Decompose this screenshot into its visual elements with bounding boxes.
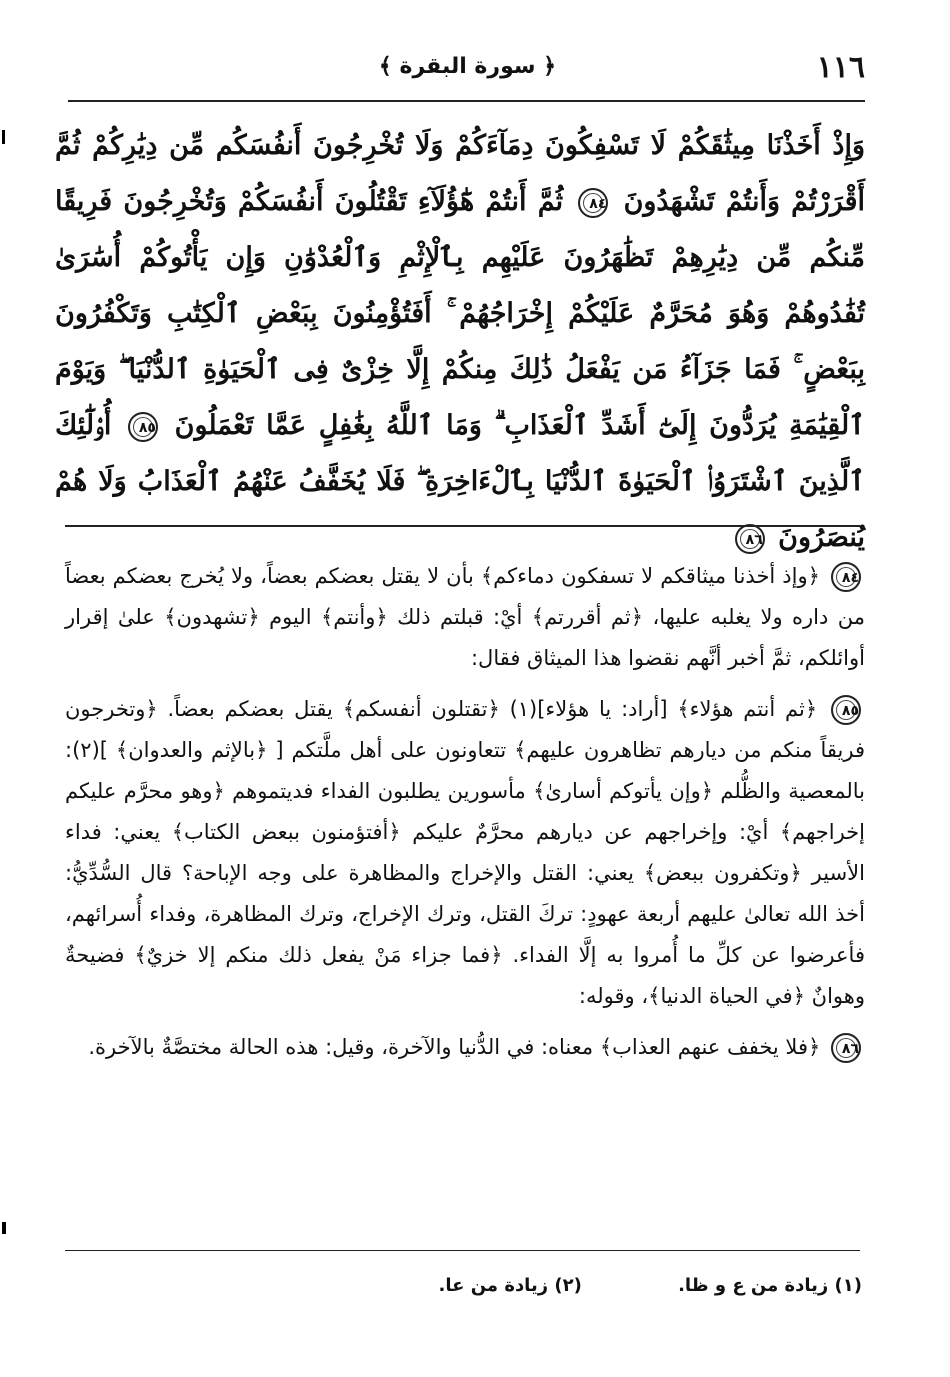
ayah-number-marker-84: ٨٤	[831, 562, 861, 592]
ayah-number-marker-84: ٨٤	[578, 188, 608, 218]
page-header	[70, 50, 865, 96]
footnote-1: (١) زيادة من ع و ظا.	[678, 1275, 862, 1296]
footnote-2: (٢) زيادة من عا.	[438, 1275, 582, 1296]
tafsir-paragraph-86	[65, 1027, 865, 1068]
tafsir-paragraph-84	[65, 556, 865, 679]
quran-ayah-86: أُو۟لَٰٓئِكَ ٱلَّذِينَ ٱشْتَرَوُا۟ ٱلْحَيَوٰةَ ٱلدُّنْيَا بِٱلْءَاخِرَةِ ۖ فَلَا يُخَفَّفُ عَنْهُمُ ٱلْعَذَابُ وَلَا هُمْ يُنصَرُونَ	[55, 410, 865, 553]
scan-edge-mark	[2, 130, 5, 144]
tafsir-text-84: ﴿وإذ أخذنا ميثاقكم لا تسفكون دماءكم﴾ بأن لا يقتل بعضكم بعضاً، ولا يُخرج بعضكم بعضاً من داره ولا يغلبه عليها، ﴿ثم أقررتم﴾ أيْ: قبلتم ذلك ﴿وأنتم﴾ اليوم ﴿تشهدون﴾ علىٰ إقرار أوائلكم، ثمَّ أخبر أنَّهم نقضوا هذا الميثاق فقال:	[65, 564, 865, 670]
header-rule	[68, 100, 865, 102]
tafsir-paragraph-85	[65, 689, 865, 1017]
surah-title: ﴿ سورة البقرة ﴾	[378, 54, 557, 79]
ayah-number-marker-86: ٨٦	[831, 1033, 861, 1063]
ayah-number-marker-85: ٨٥	[831, 695, 861, 725]
section-divider	[65, 525, 860, 527]
tafsir-text-85: ﴿ثم أنتم هؤلاء﴾ [أراد: يا هؤلاء](١) ﴿تقتلون أنفسكم﴾ يقتل بعضكم بعضاً. ﴿وتخرجون فريقاً منكم من ديارهم تظاهرون عليهم﴾ تتعاونون على أهل ملَّتكم [ ﴿بالإثم والعدوان﴾ ](٢): بالمعصية والظُّلم ﴿وإن يأتوكم أسارىٰ﴾ مأسورين يطلبون الفداء فديتموهم ﴿وهو محرَّم عليكم إخراجهم﴾ أيْ: وإخراجهم عن ديارهم محرَّمٌ عليكم ﴿أفتؤمنون ببعض الكتاب﴾ يعني: فداء الأسير ﴿وتكفرون ببعض﴾ يعني: القتل والإخراج والمظاهرة على وجه الإباحة؟ قال السُّدِّيُّ: أخذ الله تعالىٰ عليهم أربعة عهودٍ: تركَ القتل، وترك الإخراج، وترك المظاهرة، وفداء أُسرائهم، فأعرضوا عن كلِّ ما أُمروا به إلَّا الفداء. ﴿فما جزاء مَنْ يفعل ذلك منكم إلا خزيٌ﴾ فضيحةٌ وهوانٌ ﴿في الحياة الدنيا﴾، وقوله:	[65, 697, 865, 1008]
footnotes	[70, 1275, 862, 1296]
tafsir-commentary	[65, 556, 865, 1078]
quran-ayah-84: وَإِذْ أَخَذْنَا مِيثَٰقَكُمْ لَا تَسْفِكُونَ دِمَآءَكُمْ وَلَا تُخْرِجُونَ أَنفُسَكُم مِّن دِيَٰرِكُمْ ثُمَّ أَقْرَرْتُمْ وَأَنتُمْ تَشْهَدُونَ	[55, 130, 866, 217]
ayah-number-marker-85: ٨٥	[128, 412, 158, 442]
page-number: ١١٦	[816, 50, 865, 85]
footnote-rule	[65, 1250, 860, 1251]
scan-edge-mark	[2, 1222, 6, 1234]
quran-ayah-85: ثُمَّ أَنتُمْ هَٰٓؤُلَآءِ تَقْتُلُونَ أَنفُسَكُمْ وَتُخْرِجُونَ فَرِيقًا مِّنكُم مِّن دِيَٰرِهِمْ تَظَٰهَرُونَ عَلَيْهِم بِٱلْإِثْمِ وَٱلْعُدْوَٰنِ وَإِن يَأْتُوكُمْ أُسَٰرَىٰ تُفَٰدُوهُمْ وَهُوَ مُحَرَّمٌ عَلَيْكُمْ إِخْرَاجُهُمْ ۚ أَفَتُؤْمِنُونَ بِبَعْضِ ٱلْكِتَٰبِ وَتَكْفُرُونَ بِبَعْضٍ ۚ فَمَا جَزَآءُ مَن يَفْعَلُ ذَٰلِكَ مِنكُمْ إِلَّا خِزْىٌ فِى ٱلْحَيَوٰةِ ٱلدُّنْيَا ۖ وَيَوْمَ ٱلْقِيَٰمَةِ يُرَدُّونَ إِلَىٰٓ أَشَدِّ ٱلْعَذَابِ ۗ وَمَا ٱللَّهُ بِغَٰفِلٍ عَمَّا تَعْمَلُونَ	[55, 186, 866, 441]
quran-text-block	[55, 118, 865, 566]
tafsir-text-86: ﴿فلا يخفف عنهم العذاب﴾ معناه: في الدُّنيا والآخرة، وقيل: هذه الحالة مختصَّةٌ بالآخرة.	[88, 1035, 821, 1059]
ayah-number-marker-86: ٨٦	[735, 524, 765, 554]
